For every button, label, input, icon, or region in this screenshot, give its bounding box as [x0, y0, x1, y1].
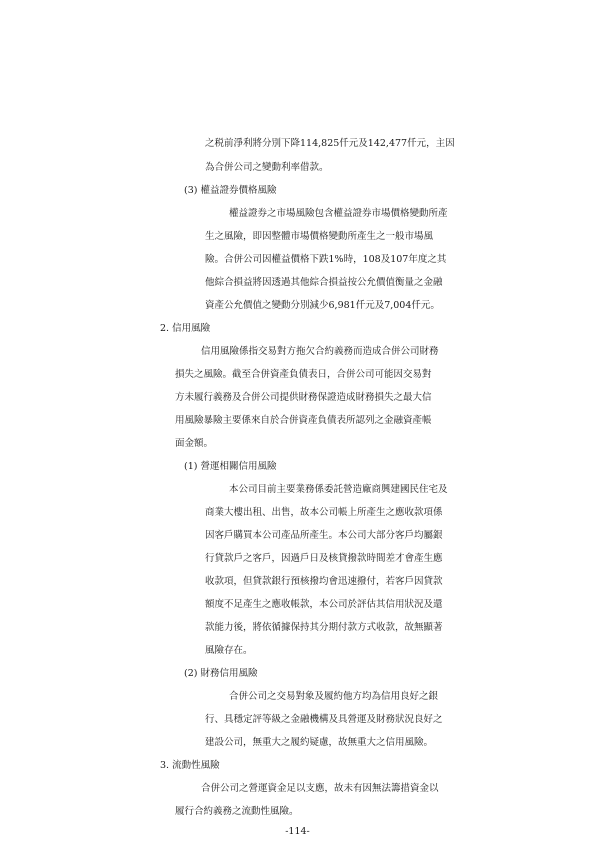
text-line: 商業大樓出租、出售，故本公司帳上所產生之應收款項係: [205, 507, 443, 518]
text-line: 收款項，但貸款銀行預核撥均會迅速撥付，若客戶因貸款: [205, 576, 443, 587]
text-line: 之税前淨利將分別下降114,825仟元及142,477仟元，主因: [205, 138, 455, 149]
text-line: 因客戶購買本公司產品所產生。本公司大部分客戶均屬銀: [205, 530, 443, 541]
text-line: 險。合併公司因權益價格下跌1%時，108及107年度之其: [205, 254, 447, 265]
text-line: 方未履行義務及合併公司提供財務保證造成財務損失之最大信: [175, 392, 432, 403]
text-line: 信用風險係指交易對方拖欠合約義務而造成合併公司財務: [201, 346, 439, 357]
text-line: 本公司目前主要業務係委託營造廠商興建國民住宅及: [229, 484, 448, 495]
text-line: 履行合約義務之流動性風險。: [175, 806, 299, 817]
text-line: 為合併公司之變動利率借款。: [205, 162, 329, 173]
text-line: 風險存在。: [205, 645, 253, 656]
text-line: 款能力後，將依循據保持其分期付款方式收款，故無顯著: [205, 622, 443, 633]
text-line: 資產公允價值之變動分別減少6,981仟元及7,004仟元。: [205, 300, 440, 311]
text-line: 生之風險，即因整體市場價格變動所產生之一般市場風: [205, 231, 434, 242]
text-line: 合併公司之營運資金足以支應，故未有因無法籌措資金以: [201, 783, 439, 794]
subsection-heading: (3) 權益證券價格風險: [184, 185, 277, 196]
text-line: 面金額。: [175, 438, 214, 449]
page-number: -114-: [285, 826, 310, 837]
text-line: 額度不足產生之應收帳款，本公司於評估其信用狀況及還: [205, 599, 443, 610]
section-heading: 2. 信用風險: [160, 323, 211, 334]
text-line: 建設公司，無重大之履約疑慮，故無重大之信用風險。: [205, 737, 434, 748]
text-line: 權益證券之市場風險包含權益證券市場價格變動所產: [229, 208, 448, 219]
text-line: 合併公司之交易對象及履約他方均為信用良好之銀: [229, 691, 439, 702]
text-line: 損失之風險。截至合併資產負債表日，合併公司可能因交易對: [175, 369, 432, 380]
text-line: 行貸款戶之客戶，因過戶日及核貸撥款時間差才會產生應: [205, 553, 443, 564]
section-heading: 3. 流動性風險: [160, 760, 220, 771]
subsection-heading: (1) 營運相關信用風險: [184, 461, 277, 472]
text-line: 行、具穩定評等級之金融機構及具營運及財務狀況良好之: [205, 714, 443, 725]
text-line: 用風險暴險主要係來自於合併資產負債表所認列之金融資產帳: [175, 415, 432, 426]
text-line: 他綜合損益將因透過其他綜合損益按公允價值衡量之金融: [205, 277, 443, 288]
subsection-heading: (2) 財務信用風險: [184, 668, 258, 679]
